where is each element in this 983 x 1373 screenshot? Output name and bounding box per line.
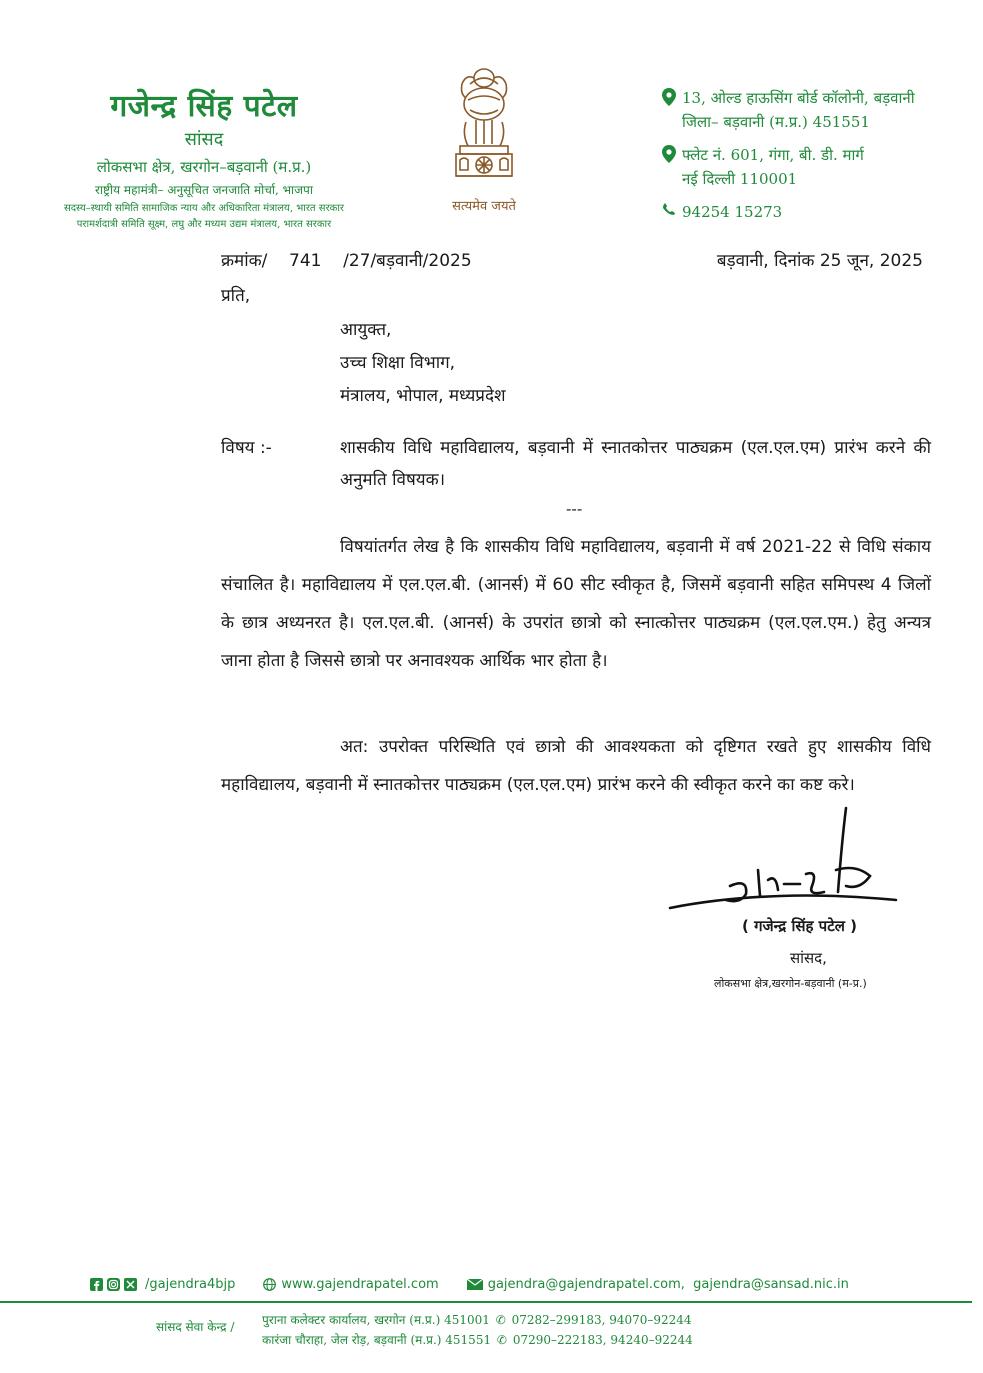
phone-icon: ✆ xyxy=(496,1333,507,1347)
party-designation: राष्ट्रीय महामंत्री– अनुसूचित जनजाति मोर्चा, भाजपा xyxy=(95,183,313,197)
social-handle[interactable] xyxy=(90,1277,235,1292)
address-delhi xyxy=(662,143,962,191)
office-barwani-phone: 07290–222183, 94240–92244 xyxy=(512,1333,693,1347)
signatory-constituency: लोकसभा क्षेत्र,खरगोन-बड़वानी (म-प्र.) xyxy=(714,977,867,990)
mp-post: सांसद xyxy=(184,129,224,150)
location-pin-icon xyxy=(662,88,682,110)
salutation-to: प्रति, xyxy=(221,286,251,306)
separator: --- xyxy=(566,500,583,518)
signature xyxy=(660,800,920,1000)
footer-contacts xyxy=(90,1277,970,1292)
location-pin-icon xyxy=(662,145,682,167)
social-icons xyxy=(90,1278,140,1291)
letter-date: बड़वानी, दिनांक 25 जून, 2025 xyxy=(716,251,923,271)
mail-icon xyxy=(467,1279,483,1290)
address-delhi-line2: नई दिल्ली 110001 xyxy=(682,170,798,188)
email-text: gajendra@gajendrapatel.com, gajendra@sansad.nic.in xyxy=(487,1277,849,1292)
social-handle-text: /gajendra4bjp xyxy=(145,1277,236,1292)
address-home xyxy=(662,86,962,134)
phone-icon: ✆ xyxy=(495,1313,506,1327)
emblem-block xyxy=(434,64,534,220)
service-center-label: सांसद सेवा केन्द्र / xyxy=(156,1320,235,1334)
national-emblem-icon xyxy=(446,64,522,194)
globe-icon xyxy=(263,1278,276,1291)
committee-membership-1: सदस्य–स्थायी समिति सामाजिक न्याय और अधिकारिता मंत्रालय, भारत सरकार xyxy=(63,203,345,214)
signatory-post: सांसद, xyxy=(790,949,827,967)
mp-name: गजेन्द्र सिंह पटेल xyxy=(110,89,298,124)
office-khargone-phone: 07282–299183, 94070–92244 xyxy=(511,1313,692,1327)
subject-label: विषय :- xyxy=(221,438,272,458)
recipient-line: आयुक्त, xyxy=(340,320,392,340)
subject-block xyxy=(221,432,931,496)
address-home-line2: जिला– बड़वानी (म.प्र.) 451551 xyxy=(682,113,870,131)
recipient-address xyxy=(340,314,506,413)
letterhead-right xyxy=(662,86,962,233)
footer-divider xyxy=(0,1301,972,1303)
mp-constituency: लोकसभा क्षेत्र, खरगोन–बड़वानी (म.प्र.) xyxy=(96,158,312,176)
reference-number: क्रमांक/ 741 /27/बड़वानी/2025 xyxy=(221,251,472,271)
recipient-line: मंत्रालय, भोपाल, मध्यप्रदेश xyxy=(340,386,506,406)
letterhead-left xyxy=(14,84,394,230)
website-link[interactable] xyxy=(263,1277,438,1292)
office-khargone-address: पुराना कलेक्टर कार्यालय, खरगोन (म.प्र.) 451001 xyxy=(262,1313,490,1327)
email-links[interactable] xyxy=(467,1277,849,1292)
subject-text: शासकीय विधि महाविद्यालय, बड़वानी में स्नातकोत्तर पाठ्यक्रम (एल.एल.एम) प्रारंभ करने की अनुमति विषयक। xyxy=(340,438,931,490)
office-barwani-address: कारंजा चौराहा, जेल रोड़, बड़वानी (म.प्र.) 451551 xyxy=(262,1333,492,1347)
emblem-motto: सत्यमेव जयते xyxy=(452,199,516,214)
committee-membership-2: परामर्शदात्री समिति सूक्ष्म, लघु और मध्यम उद्यम मंत्रालय, भारत सरकार xyxy=(76,219,332,230)
office-khargone xyxy=(262,1310,693,1330)
address-delhi-line1: फ्लेट नं. 601, गंगा, बी. डी. मार्ग xyxy=(682,146,864,164)
body-paragraph-2: अत: उपरोक्त परिस्थिति एवं छात्रो की आवश्यकता को दृष्टिगत रखते हुए शासकीय विधि महाविद्यालय, बड़वानी में स्नातकोत्तर पाठ्यक्रम (एल.एल.एम) प्रारंभ करने की स्वीकृत करने का कष्ट करे। xyxy=(221,737,931,795)
recipient-line: उच्च शिक्षा विभाग, xyxy=(340,353,456,373)
body-paragraph-1: विषयांतर्गत लेख है कि शासकीय विधि महाविद्यालय, बड़वानी में वर्ष 2021-22 से विधि संकाय संचालित है। महाविद्यालय में एल.एल.बी. (आनर्स) में 60 सीट स्वीकृत है, जिसमें बड़वानी सहित समिपस्थ 4 जिलों के छात्र अध्यनरत है। एल.एल.बी. (आनर्स) के उपरांत छात्रो को स्नात्कोत्तर पाठ्यक्रम (एल.एल.एम.) हेतु अन्यत्र जाना होता है जिससे छात्रो पर अनावश्यक आर्थिक भार होता है। xyxy=(221,537,931,671)
contact-phone xyxy=(662,200,962,224)
website-text: www.gajendrapatel.com xyxy=(281,1277,439,1292)
phone-icon xyxy=(662,202,682,220)
office-barwani xyxy=(262,1330,693,1350)
signatory-name: ( गजेन्द्र सिंह पटेल ) xyxy=(742,917,858,935)
address-home-line1: 13, ओल्ड हाऊसिंग बोर्ड कॉलोनी, बड़वानी xyxy=(682,89,915,107)
phone-number: 94254 15273 xyxy=(682,203,783,221)
handwritten-signature-icon xyxy=(660,800,920,930)
